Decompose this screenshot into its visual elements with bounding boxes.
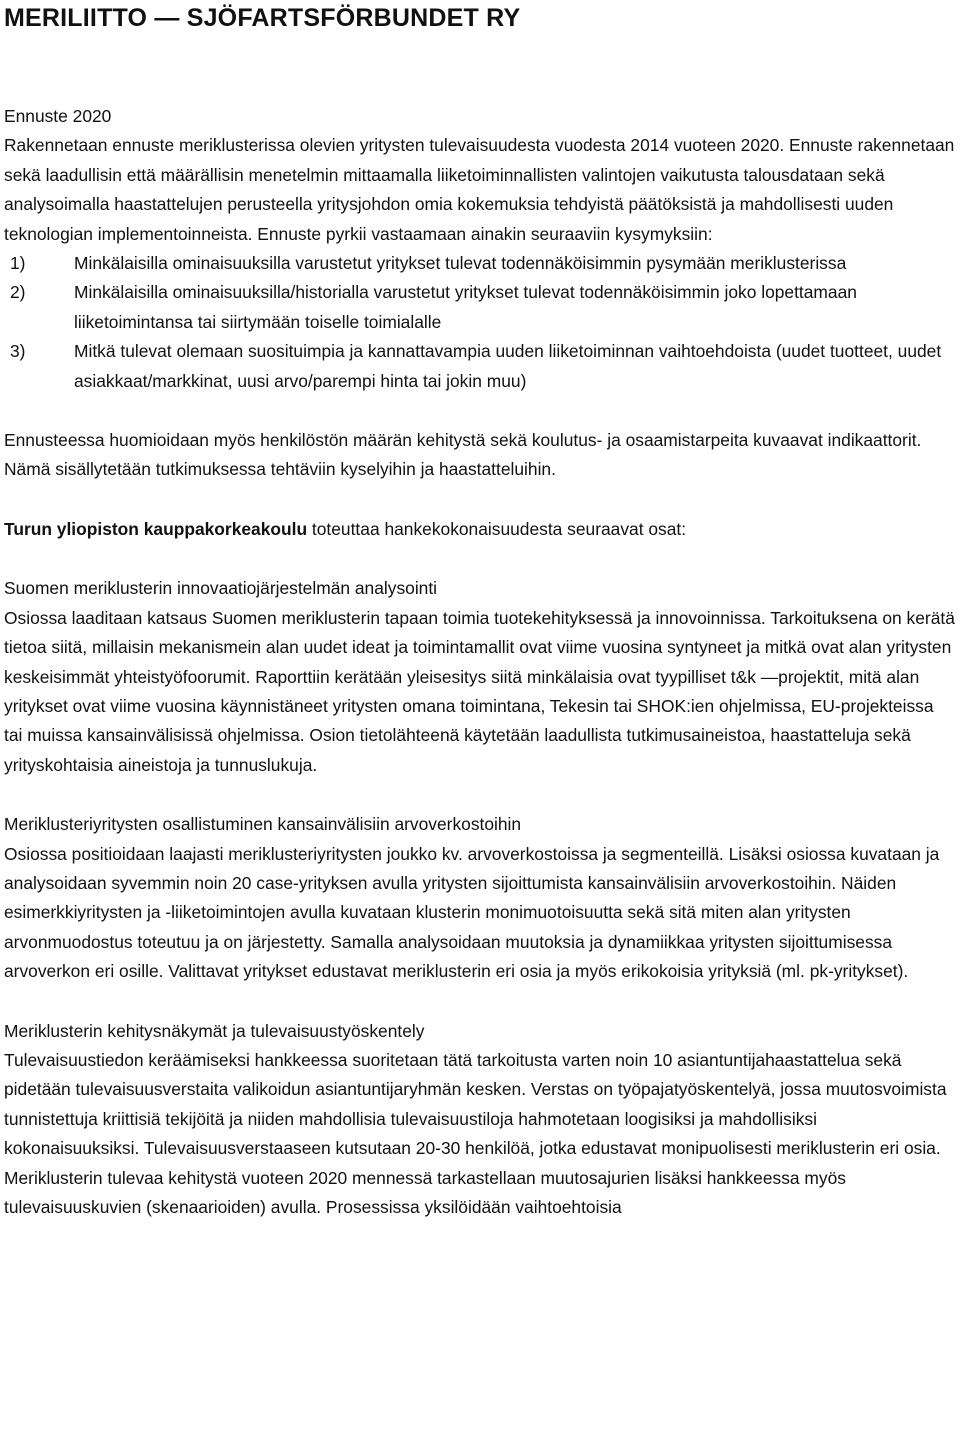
section-title: Meriklusteriyritysten osallistuminen kansainvälisiin arvoverkostoihin: [4, 814, 522, 835]
question-list: [4, 249, 956, 396]
future-outlook-section: [4, 1017, 956, 1223]
list-item: [4, 249, 956, 278]
list-item-number: 3): [10, 341, 26, 362]
list-item: [4, 337, 956, 396]
section-title: Suomen meriklusterin innovaatiojärjestelmän analysointi: [4, 578, 438, 599]
forecast-body: Rakennetaan ennuste meriklusterissa olevien yritysten tulevaisuudesta vuodesta 2014 vuoteen 2020. Ennuste rakennetaan sekä laadullisin että määrällisin menetelmin mittaamalla liiketoiminnallisten valintojen vaikutusta talousdataan sekä analysoimalla haastattelujen perusteella yritysjohdon omia kokemuksia tehdyistä päätöksistä ja mahdollisesti uuden teknologian implementoinneista. Ennuste pyrkii vastaamaan ainakin seuraaviin kysymyksiin:: [4, 135, 955, 244]
tku-paragraph: [4, 515, 956, 544]
section-body: Osiossa positioidaan laajasti meriklusteriyritysten joukko kv. arvoverkostoissa ja segmenteillä. Lisäksi osiossa kuvataan ja analysoidaan syvemmin noin 20 case-yrityksen avulla yritysten sijoittumista kansainvälisiin arvoverkostoihin. Näiden esimerkkiyritysten ja -liiketoimintojen avulla kuvataan klusterin monimuotoisuutta sekä sitä miten alan yritysten arvonmuodostus toteutuu ja on järjestetty. Samalla analysoidaan muutoksia ja dynamiikkaa yritysten sijoittumisessa arvoverkon eri osille. Valittavat yritykset edustavat meriklusterin eri osia ja myös erikokoisia yrityksiä (ml. pk-yritykset).: [4, 843, 940, 982]
list-item: [4, 278, 956, 337]
list-item-text: Minkälaisilla ominaisuuksilla/historialla varustetut yritykset tulevat todennäköisimmin joko lopettamaan liiketoimintansa tai siirtymään toiselle toimialalle: [74, 282, 857, 332]
tku-text: toteuttaa hankekokonaisuudesta seuraavat osat:: [307, 518, 687, 539]
section-title: Meriklusterin kehitysnäkymät ja tulevaisuustyöskentely: [4, 1020, 425, 1041]
section-body: Tulevaisuustiedon keräämiseksi hankkeessa suoritetaan tätä tarkoitusta varten noin 10 asiantuntijahaastattelua sekä pidetään tulevaisuusverstaita valikoidun asiantuntijaryhmän kesken. Verstas on työpajatyöskentelyä, jossa muutosvoimista tunnistettuja kriittisiä tekijöitä ja niiden mahdollisia tulevaisuustiloja hahmotetaan loogisiksi ja mahdollisiksi kokonaisuuksiksi. Tulevaisuusverstaaseen kutsutaan 20-30 henkilöä, jotka edustavat monipuolisesti meriklusterin eri osia. Meriklusterin tulevaa kehitystä vuoteen 2020 mennessä tarkastellaan muutosajurien lisäksi hankkeessa myös tulevaisuuskuvien (skenaarioiden) avulla. Prosessissa yksilöidään vaihtoehtoisia: [4, 1049, 947, 1217]
value-network-section: [4, 810, 956, 986]
innovation-section: [4, 574, 956, 780]
list-item-number: 2): [10, 282, 26, 303]
section-body: Osiossa laaditaan katsaus Suomen meriklusterin tapaan toimia tuotekehityksessä ja innovoinnissa. Tarkoituksena on kerätä tietoa siitä, millaisin mekanismein alan uudet ideat ja toimintamallit ovat viime vuosina syntyneet ja mitkä ovat alan yritysten keskeisimmät yhteistyöfoorumit. Raporttiin kerätään yleisesitys siitä minkälaisia ovat tyypilliset t&k —projektit, mitä alan yritykset ovat viime vuosina käynnistäneet yritysten omana toimintana, Tekesin tai SHOK:ien ohjelmissa, EU-projekteissa tai muissa kansainvälisissä ohjelmissa. Osion tietolähteenä käytetään laadullista tutkimusaineistoa, haastatteluja sekä yrityskohtaisia aineistoja ja tunnuslukuja.: [4, 607, 955, 775]
forecast-section: [4, 102, 956, 396]
tku-name: Turun yliopiston kauppakorkeakoulu: [4, 518, 308, 539]
list-item-number: 1): [10, 253, 26, 274]
document-page: [4, 0, 956, 1222]
indicators-paragraph: Ennusteessa huomioidaan myös henkilöstön määrän kehitystä sekä koulutus- ja osaamistarpeita kuvaavat indikaattorit. Nämä sisällytetään tutkimuksessa tehtäviin kyselyihin ja haastatteluihin.: [4, 430, 922, 480]
document-title: MERILIITTO — SJÖFARTSFÖRBUNDET RY: [4, 4, 521, 32]
list-item-text: Mitkä tulevat olemaan suosituimpia ja kannattavampia uuden liiketoiminnan vaihtoehdoista (uudet tuotteet, uudet asiakkaat/markkinat, uusi arvo/parempi hinta tai jokin muu): [74, 341, 942, 391]
forecast-heading: Ennuste 2020: [4, 106, 112, 126]
list-item-text: Minkälaisilla ominaisuuksilla varustetut yritykset tulevat todennäköisimmin pysymään meriklusterissa: [74, 253, 847, 274]
